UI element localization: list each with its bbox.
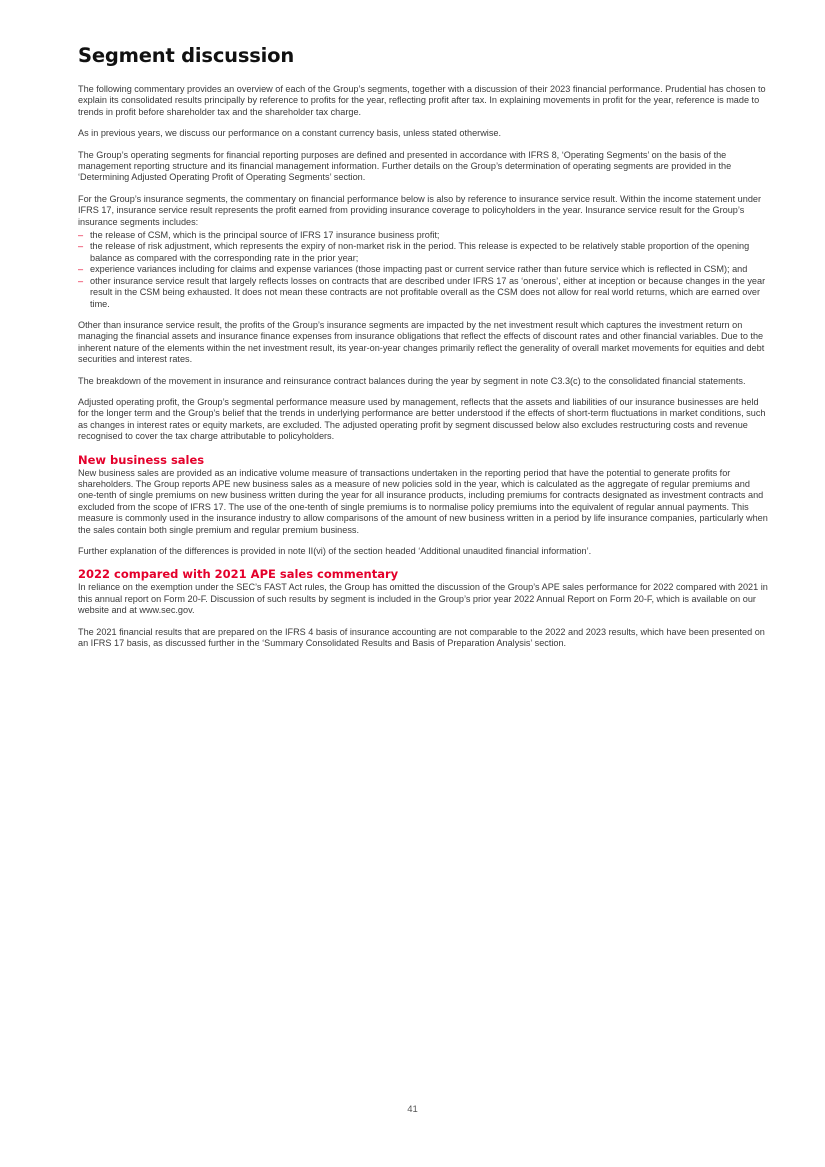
list-item: – the release of risk adjustment, which represents the expiry of non-market risk in the period. This release is expected to be relatively stable proportion of the opening balance as compared with the corresponding rate in the prior year;	[78, 241, 768, 264]
page-title: Segment discussion	[78, 44, 295, 67]
document-page	[78, 44, 768, 659]
page-number: 41	[407, 1104, 418, 1115]
adjusted-operating-profit-paragraph: Adjusted operating profit, the Group’s segmental performance measure used by management, reflects that the assets and liabilities of our insurance businesses are held for the longer term and the Group’s belief that the trends in underlying performance are better understood if the effects of short-term fluctuations in market conditions, such as changes in interest rates or equity markets, are excluded. The adjusted operating profit by segment discussed below also excludes restructuring costs and revenue recognised to cover the tax charge attributable to policyholders.	[78, 396, 766, 442]
list-item: – other insurance service result that largely reflects losses on contracts that are described under IFRS 17 as ‘onerous’, either at inception or because changes in the year result in the CSM being exhausted. It does not mean these contracts are not profitable overall as the CSM does not allow for real world returns, which are earned over time.	[78, 276, 768, 310]
ape-comparison-paragraph-2: The 2021 financial results that are prepared on the IFRS 4 basis of insurance accounting are not comparable to the 2022 and 2023 results, which have been presented on an IFRS 17 basis, as discussed further in the ‘Summary Consolidated Results and Basis of Preparation Analysis’ section.	[78, 626, 765, 649]
list-item: – the release of CSM, which is the principal source of IFRS 17 insurance business profit;	[78, 230, 768, 241]
insurance-service-result-list	[78, 230, 768, 310]
intro-paragraph-2: As in previous years, we discuss our performance on a constant currency basis, unless stated otherwise.	[78, 128, 501, 139]
intro-paragraph-4: For the Group’s insurance segments, the commentary on financial performance below is also by reference to insurance service result. Within the income statement under IFRS 17, insurance service result represents the profit earned from providing insurance coverage to policyholders in the year. Insurance service result for the Group’s insurance segments includes:	[78, 193, 762, 227]
ape-comparison-paragraph-1: In reliance on the exemption under the SEC’s FAST Act rules, the Group has omitted the discussion of the Group’s APE sales performance for 2022 compared with 2021 in this annual report on Form 20-F. Discussion of such results by segment is included in the Group’s prior year 2022 Annual Report on Form 20-F, which is available on our website and at www.sec.gov.	[78, 582, 768, 616]
new-business-paragraph-2: Further explanation of the differences is provided in note II(vi) of the section headed ‘Additional unaudited financial information’.	[78, 546, 592, 556]
intro-paragraph-3: The Group’s operating segments for financial reporting purposes are defined and presented in accordance with IFRS 8, ‘Operating Segments’ on the basis of the management reporting structure and its financial management information. Further details on the Group’s determination of operating segments are provided in the ‘Determining Adjusted Operating Profit of Operating Segments’ section.	[78, 149, 732, 183]
ape-comparison-heading: 2022 compared with 2021 APE sales commentary	[78, 567, 399, 582]
contract-balances-paragraph: The breakdown of the movement in insurance and reinsurance contract balances during the year by segment in note C3.3(c) to the consolidated financial statements.	[78, 375, 746, 386]
new-business-paragraph-1: New business sales are provided as an indicative volume measure of transactions undertaken in the reporting period that have the potential to generate profits for shareholders. The Group reports APE new business sales as a measure of new policies sold in the year, which is calculated as the aggregate of regular premiums and one-tenth of single premiums on new business written during the year for all insurance products, including premiums for contracts designated as investment contracts and excluded from the scope of IFRS 17. The use of the one-tenth of single premiums is to normalise policy premiums into the equivalent of regular annual payments. This measure is commonly used in the insurance industry to allow comparisons of the amount of new business written in a period by life insurance companies, particularly when the sales contain both single premium and regular premium business.	[78, 467, 768, 535]
net-investment-paragraph: Other than insurance service result, the profits of the Group’s insurance segments are impacted by the net investment result which captures the investment return on managing the financial assets and insurance finance expenses from insurance obligations that reflect the effects of discount rates and other financial variables. Due to the inherent nature of the elements within the net investment result, its year-on-year changes primarily reflect the generality of overall market movements for equities and debt securities and interest rates.	[78, 319, 765, 365]
intro-paragraph-1: The following commentary provides an overview of each of the Group’s segments, together with a discussion of their 2023 financial performance. Prudential has chosen to explain its consolidated results principally by reference to profits for the year, reflecting profit after tax. In explaining movements in profit for the year, reference is made to trends in profit before shareholder tax and the shareholder tax charge.	[78, 84, 766, 117]
list-item: – experience variances including for claims and expense variances (those impacting past or current service rather than future service which is reflected in CSM); and	[78, 264, 768, 275]
new-business-sales-heading: New business sales	[78, 452, 205, 467]
